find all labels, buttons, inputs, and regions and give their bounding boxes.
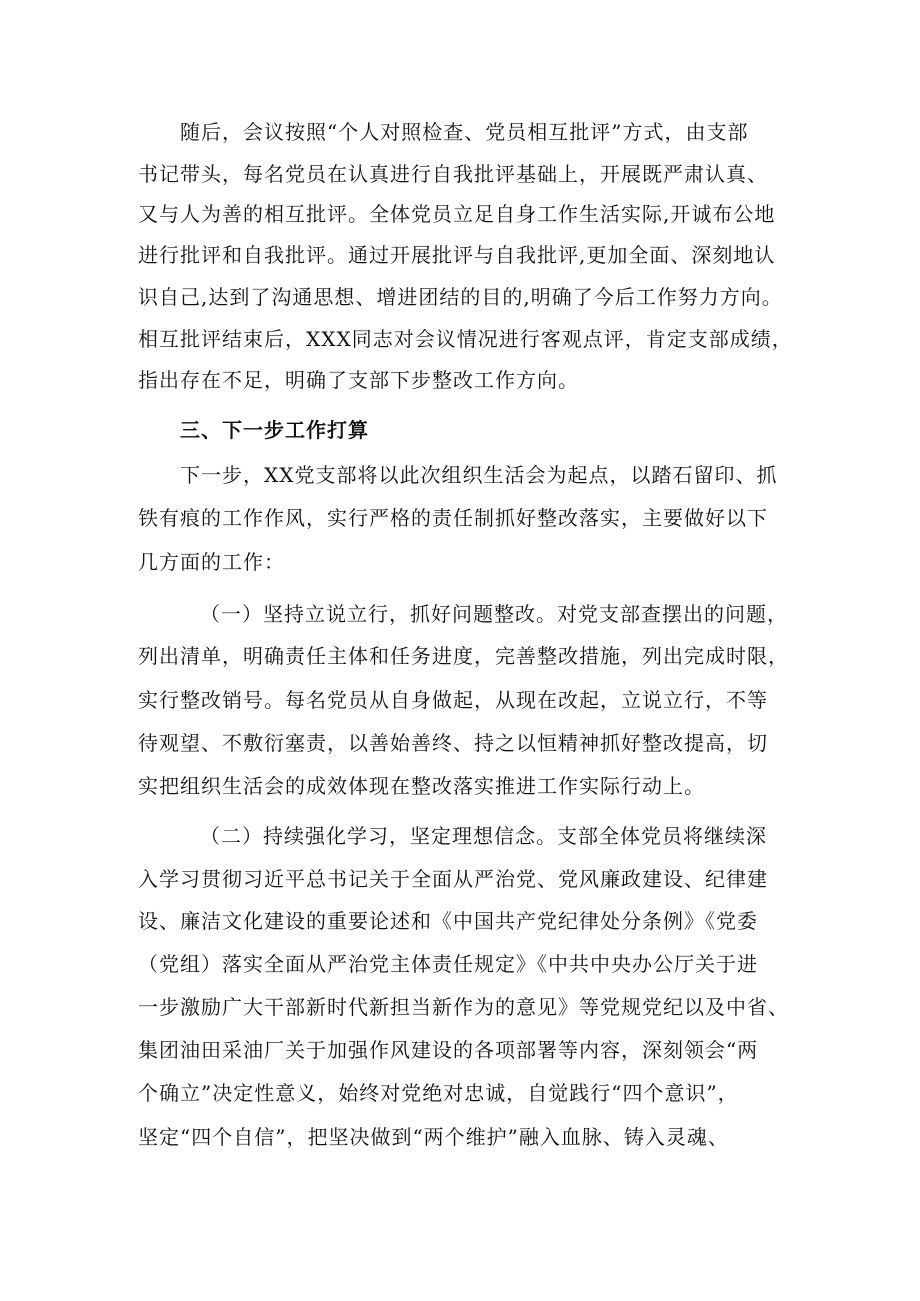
paragraph-line: 几方面的工作： bbox=[138, 550, 285, 574]
paragraph-line: 个确立”决定性意义，始终对党绝对忠诚，自觉践行“四个意识”， bbox=[138, 1081, 739, 1105]
section-heading: 三、下一步工作打算 bbox=[180, 418, 369, 442]
paragraph-line: （一）坚持立说立行，抓好问题整改。对党支部查摆出的问题， bbox=[200, 602, 788, 626]
paragraph-line: 书记带头，每名党员在认真进行自我批评基础上，开展既严肃认真、 bbox=[138, 162, 768, 186]
paragraph-line: 进行批评和自我批评。通过开展批评与自我批评,更加全面、深刻地认 bbox=[138, 243, 776, 267]
paragraph-line: 实把组织生活会的成效体现在整改落实推进工作实际行动上。 bbox=[138, 774, 705, 798]
paragraph-line: 坚定“四个自信”，把坚决做到“两个维护”融入血脉、铸入灵魂、 bbox=[138, 1125, 729, 1149]
paragraph-line: （二）持续强化学习，坚定理想信念。支部全体党员将继续深 bbox=[200, 824, 767, 848]
paragraph-line: 实行整改销号。每名党员从自身做起，从现在改起，立说立行，不等 bbox=[138, 688, 768, 712]
paragraph-line: 铁有痕的工作作风，实行严格的责任制抓好整改落实，主要做好以下 bbox=[138, 506, 768, 530]
paragraph-line: 下一步，XX党支部将以此次组织生活会为起点，以踏石留印、抓 bbox=[180, 463, 778, 487]
paragraph-line: 待观望、不敷衍塞责，以善始善终、持之以恒精神抓好整改提高，切 bbox=[138, 731, 768, 755]
paragraph-line: 入学习贯彻习近平总书记关于全面从严治党、党风廉政建设、纪律建 bbox=[138, 867, 768, 891]
paragraph-line: 随后，会议按照“个人对照检查、党员相互批评”方式，由支部 bbox=[180, 120, 749, 144]
paragraph-line: 相互批评结束后，XXX同志对会议情况进行客观点评，肯定支部成绩， bbox=[138, 327, 793, 351]
paragraph-line: 又与人为善的相互批评。全体党员立足自身工作生活实际,开诚布公地 bbox=[138, 202, 776, 226]
paragraph-line: 识自己,达到了沟通思想、增进团结的目的,明确了今后工作努力方向。 bbox=[138, 285, 783, 309]
paragraph-line: 集团油田采油厂关于加强作风建设的各项部署等内容，深刻领会“两 bbox=[138, 1038, 759, 1062]
paragraph-line: （党组）落实全面从严治党主体责任规定》《中共中央办公厅关于进 bbox=[138, 952, 758, 976]
paragraph-line: 一步激励广大干部新时代新担当新作为的意见》等党规党纪以及中省、 bbox=[138, 995, 789, 1019]
paragraph-line: 列出清单，明确责任主体和任务进度，完善整改措施，列出完成时限， bbox=[138, 644, 789, 668]
paragraph-line: 指出存在不足，明确了支部下步整改工作方向。 bbox=[138, 368, 579, 392]
paragraph-line: 设、廉洁文化建设的重要论述和《中国共产党纪律处分条例》《党委 bbox=[138, 909, 758, 933]
